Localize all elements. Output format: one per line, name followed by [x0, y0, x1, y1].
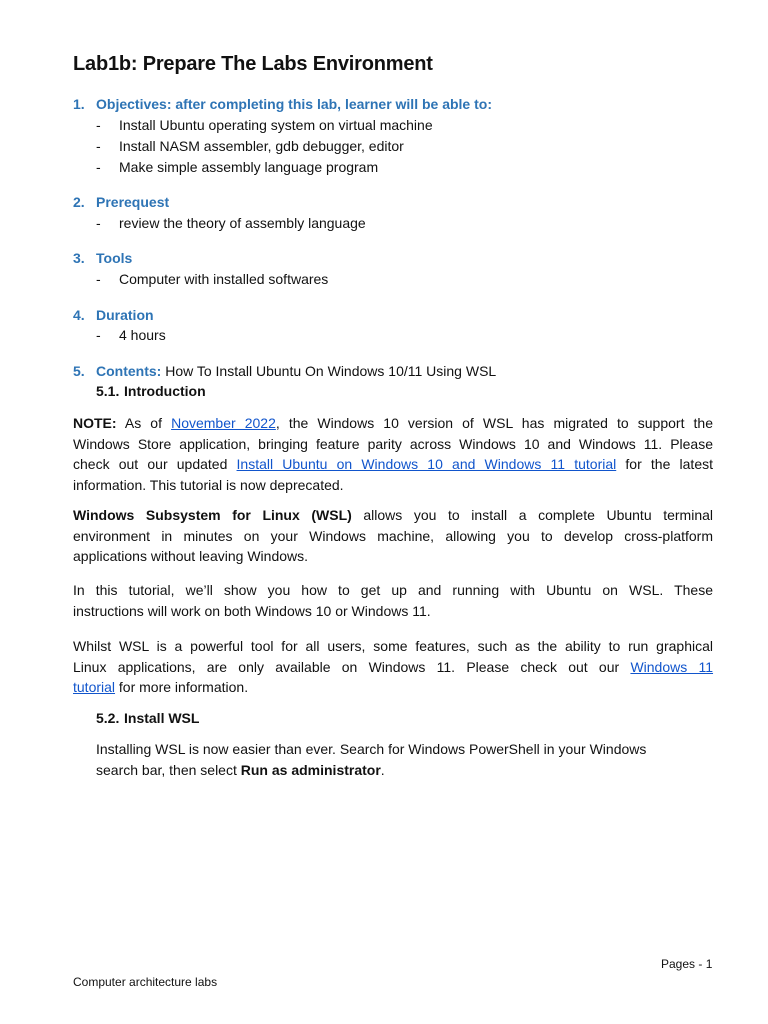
bullet-dash: -: [96, 327, 101, 343]
footer-course: Computer architecture labs: [73, 975, 218, 989]
wsl-bold-term: Windows Subsystem for Linux (WSL): [73, 507, 352, 523]
section-contents: [73, 361, 496, 381]
subsection-label: Introduction: [124, 383, 206, 399]
section-objectives: [73, 94, 492, 114]
bullet-dash: -: [96, 159, 101, 175]
section-number: 4.: [73, 307, 85, 323]
paragraph-text: search bar, then select: [96, 761, 237, 778]
list-item: [96, 157, 378, 177]
list-item: [96, 115, 433, 135]
paragraph-text: environment in minutes on your Windows machine, allowing you to develop cross-platform: [73, 527, 713, 544]
paragraph-text: Whilst WSL is a powerful tool for all users, some features, such as the ability to run graphical: [73, 638, 713, 654]
document-title: Lab1b: Prepare The Labs Environment: [73, 53, 433, 75]
list-item: [96, 325, 166, 345]
subsection-label: Install WSL: [124, 710, 200, 726]
run-as-admin-text: Run as administrator: [240, 761, 381, 778]
list-item: [96, 269, 328, 289]
install-paragraph: [96, 739, 713, 780]
subsection-number: 5.1.: [96, 383, 120, 399]
list-item-text: 4 hours: [119, 327, 166, 343]
bullet-dash: -: [96, 138, 101, 154]
tutorial-paragraph: [73, 580, 713, 621]
note-text: Windows Store application, bringing feature parity across Windows 10 and Windows 11. Please: [73, 435, 713, 452]
note-text: As of: [124, 415, 162, 431]
list-item-text: Install NASM assembler, gdb debugger, editor: [119, 138, 404, 154]
list-item: [96, 136, 404, 156]
paragraph-text: .: [380, 761, 385, 778]
windows-11-tutorial-link[interactable]: Windows 11: [630, 658, 714, 675]
section-heading: Duration: [96, 307, 154, 323]
note-text: , the Windows 10 version of WSL has migrated to support the: [275, 415, 714, 431]
paragraph-text: instructions will work on both Windows 10 or Windows 11.: [73, 602, 431, 619]
section-heading: Contents:: [96, 363, 162, 379]
subsection-introduction: [96, 381, 206, 401]
paragraph-text: Linux applications, are only available on Windows 11. Please check out our: [73, 658, 620, 675]
note-text: check out our updated: [73, 456, 228, 472]
bullet-dash: -: [96, 271, 101, 287]
list-item-text: Install Ubuntu operating system on virtual machine: [119, 117, 433, 133]
section-prerequest: [73, 192, 169, 212]
note-text: for the latest: [625, 456, 713, 472]
paragraph-text: allows you to install a complete Ubuntu terminal: [363, 507, 713, 523]
bullet-dash: -: [96, 117, 101, 133]
paragraph-text: for more information.: [118, 679, 249, 695]
subsection-number: 5.2.: [96, 710, 120, 726]
list-item: [96, 213, 366, 233]
section-number: 5.: [73, 363, 85, 379]
list-item-text: Make simple assembly language program: [119, 159, 379, 175]
section-number: 3.: [73, 250, 85, 266]
note-text: information. This tutorial is now deprecated.: [73, 476, 344, 493]
bullet-dash: -: [96, 215, 101, 231]
paragraph-text: In this tutorial, we’ll show you how to get up and running with Ubuntu on WSL. These: [73, 582, 713, 598]
paragraph-text: Installing WSL is now easier than ever. Search for Windows PowerShell in your Windows: [96, 741, 647, 757]
install-ubuntu-tutorial-link[interactable]: Install Ubuntu on Windows 10 and Windows 11 tutorial: [236, 456, 617, 472]
subsection-install-wsl: [96, 708, 199, 728]
wsl-paragraph: [73, 505, 713, 567]
section-heading: Prerequest: [96, 194, 170, 210]
section-tools: [73, 248, 132, 268]
section-heading: Objectives: after completing this lab, learner will be able to:: [96, 96, 492, 112]
note-paragraph: [73, 413, 713, 495]
section-duration: [73, 305, 154, 325]
section-number: 2.: [73, 194, 85, 210]
windows-11-tutorial-link-cont[interactable]: tutorial: [73, 679, 116, 695]
november-2022-link[interactable]: November 2022: [171, 415, 276, 431]
list-item-text: review the theory of assembly language: [119, 215, 366, 231]
paragraph-text: applications without leaving Windows.: [73, 548, 309, 564]
section-heading: Tools: [96, 250, 133, 266]
list-item-text: Computer with installed softwares: [119, 271, 329, 287]
page-number: Pages - 1: [661, 957, 713, 971]
note-label: NOTE:: [73, 415, 117, 431]
section-number: 1.: [73, 96, 85, 112]
whilst-paragraph: [73, 636, 713, 698]
section-text: How To Install Ubuntu On Windows 10/11 Using WSL: [165, 363, 497, 379]
